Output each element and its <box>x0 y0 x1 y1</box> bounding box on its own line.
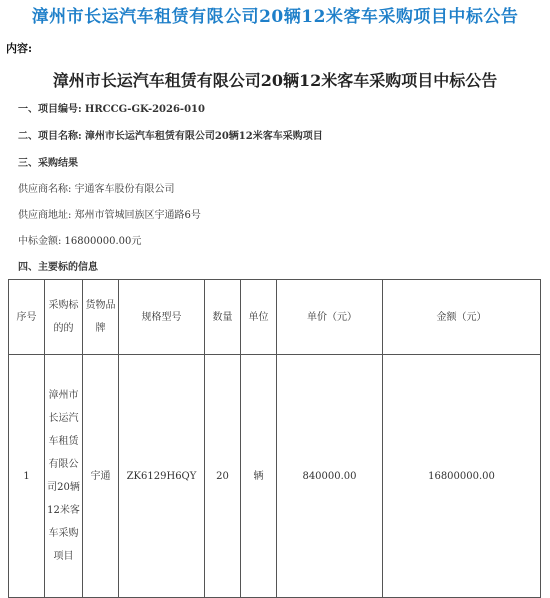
header-amount: 金额（元） <box>383 280 541 355</box>
header-price: 单价（元） <box>277 280 383 355</box>
table-header-row <box>9 280 541 355</box>
cell-price: 840000.00 <box>277 355 383 598</box>
project-number-line <box>18 100 205 115</box>
content-label: 内容: <box>6 42 33 55</box>
cell-item: 漳州市长运汽车租赁有限公司20辆12米客车采购项目 <box>45 355 83 598</box>
page-top-title: 漳州市长运汽车租赁有限公司20辆12米客车采购项目中标公告 <box>31 7 519 27</box>
cell-qty: 20 <box>205 355 241 598</box>
supplier-address: 供应商地址: 郑州市管城回族区宇通路6号 <box>18 210 201 221</box>
cell-seq: 1 <box>9 355 45 598</box>
header-unit: 单位 <box>241 280 277 355</box>
project-name-line <box>18 127 323 142</box>
header-seq: 序号 <box>9 280 45 355</box>
supplier-name: 供应商名称: 宇通客车股份有限公司 <box>18 184 175 195</box>
header-brand: 货物品牌 <box>83 280 119 355</box>
bid-amount: 中标金额: 16800000.00元 <box>18 236 142 247</box>
table-row <box>9 355 541 598</box>
project-number-label: 一、项目编号: <box>18 104 82 115</box>
result-heading: 三、采购结果 <box>18 158 78 169</box>
cell-brand: 宇通 <box>83 355 119 598</box>
header-qty: 数量 <box>205 280 241 355</box>
header-model: 规格型号 <box>119 280 205 355</box>
cell-model: ZK6129H6QY <box>119 355 205 598</box>
cell-amount: 16800000.00 <box>383 355 541 598</box>
cell-unit: 辆 <box>241 355 277 598</box>
project-number-value: HRCCG-GK-2026-010 <box>84 104 205 115</box>
info-heading: 四、主要标的信息 <box>18 262 98 273</box>
project-name-value: 漳州市长运汽车租赁有限公司20辆12米客车采购项目 <box>84 131 323 142</box>
bid-items-table <box>8 279 541 598</box>
project-name-label: 二、项目名称: <box>18 131 82 142</box>
header-item: 采购标的的 <box>45 280 83 355</box>
document-title: 漳州市长运汽车租赁有限公司20辆12米客车采购项目中标公告 <box>52 71 498 90</box>
